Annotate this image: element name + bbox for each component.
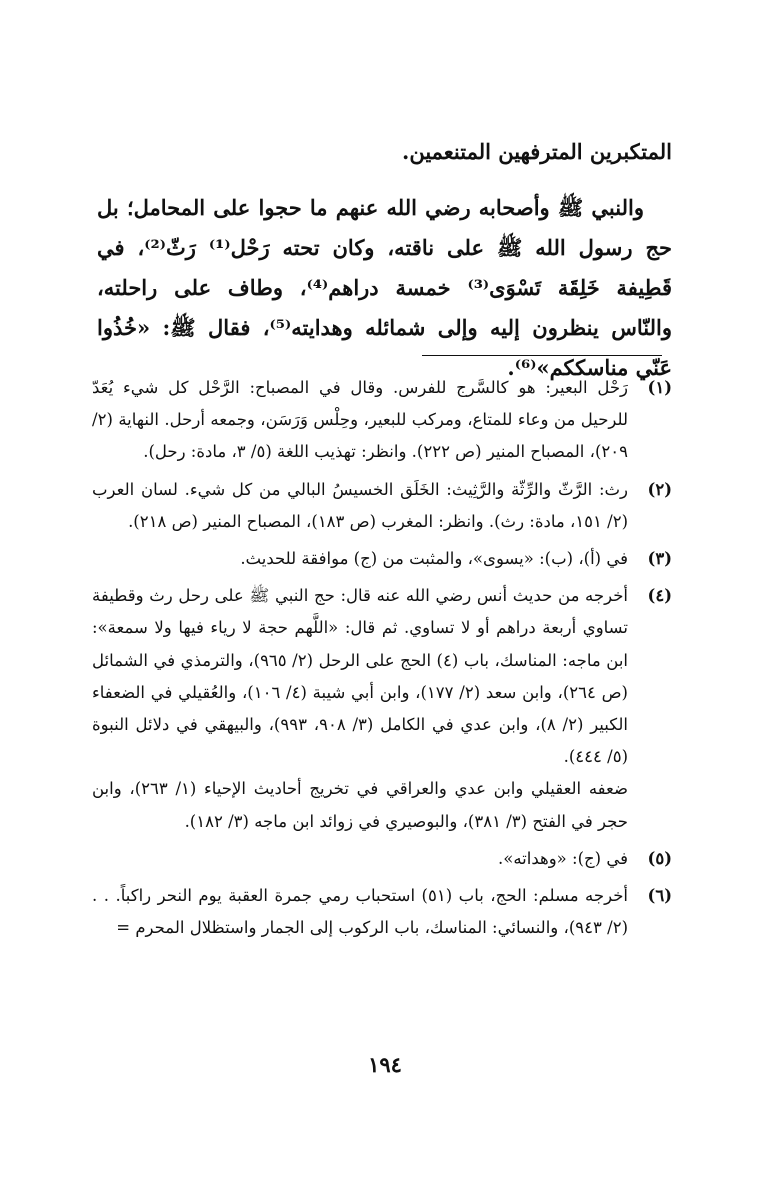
footnote-number: (٥)	[647, 848, 672, 868]
footnote-number: (٦)	[647, 886, 672, 906]
footnote-text: في (أ)، (ب): «يسوى»، والمثبت من (ج) موافقة للحديث.	[240, 549, 628, 569]
main-paragraph-2: والنبي ﷺ وأصحابه رضي الله عنهم ما حجوا على المحامل؛ بل حج رسول الله ﷺ على ناقته، وكان تحته رَحْل⁽¹⁾ رَثّ⁽²⁾، في قَطِيفة خَلِقَة تَسْوَى⁽³⁾ خمسة دراهم⁽⁴⁾، وطاف على راحلته، والنّاس ينظرون إليه وإلى شمائله وهدايته⁽⁵⁾، فقال ﷺ: «خُذُوا عَنّي مناسككم»⁽⁶⁾.	[97, 195, 672, 380]
footnote-1	[92, 372, 672, 469]
footnote-4	[92, 580, 672, 838]
footnote-text: أخرجه مسلم: الحج، باب (٥١) استحباب رمي جمرة العقبة يوم النحر راكباً. . . (٢/ ٩٤٣)، والنسائي: المناسك، باب الركوب إلى الجمار واستظلال المحرم =	[92, 886, 628, 938]
main-text	[97, 132, 672, 388]
footnote-text-continued: ضعفه العقيلي وابن عدي والعراقي في تخريج أحاديث الإحياء (١/ ٢٦٣)، وابن حجر في الفتح (٣/ ٣٨١)، والبوصيري في زوائد ابن ماجه (٣/ ١٨٢).	[92, 779, 628, 831]
footnote-number: (٣)	[647, 549, 672, 569]
footnote-5	[92, 843, 672, 875]
footnote-6	[92, 880, 672, 944]
footnote-number: (٢)	[647, 479, 672, 499]
footnote-number: (١)	[647, 378, 672, 397]
footnotes	[92, 372, 672, 949]
footnote-text: أخرجه من حديث أنس رضي الله عنه قال: حج النبي ﷺ على رحل رث وقطيفة تساوي أربعة دراهم أو لا تساوي. ثم قال: «اللَّهم حجة لا رياء فيها ولا سمعة»: ابن ماجه: المناسك، باب (٤) الحج على الرحل (٢/ ٩٦٥)، والترمذي في الشمائل (ص ٢٦٤)، وابن سعد (٢/ ١٧٧)، وابن أبي شيبة (٤/ ١٠٦)، والعُقيلي في الضعفاء الكبير (٢/ ٨)، وابن عدي في الكامل (٣/ ٩٠٨، ٩٩٣)، والبيهقي في دلائل النبوة (٥/ ٤٤٤).	[92, 586, 628, 767]
footnote-text: رث: الرَّثّ والرِّثّة والرَّثِيث: الخَلَق الخسيسُ البالي من كل شيء. لسان العرب (٢/ ١٥١، مادة: رث). وانظر: المغرب (ص ١٨٣)، المصباح المنير (ص ٢١٨).	[92, 479, 628, 531]
footnote-text: رَحْل البعير: هو كالسَّرج للفرس. وقال في المصباح: الرَّحْل كل شيء يُعَدّ للرحيل من وعاء للمتاع، ومركب للبعير، وحِلْس وَرَسَن، وجمعه أرحل. النهاية (٢/ ٢٠٩)، المصباح المنير (ص ٢٢٢). وانظر: تهذيب اللغة (٥/ ٣، مادة: رحل).	[92, 378, 628, 462]
main-line-1: المتكبرين المترفهين المتنعمين.	[402, 139, 672, 164]
footnote-2	[92, 474, 672, 538]
footnote-number: (٤)	[647, 586, 672, 606]
footnote-3	[92, 543, 672, 575]
page-number: ١٩٤	[368, 1052, 402, 1077]
footnote-text: في (ج): «وهداته».	[497, 848, 628, 868]
footnote-separator	[422, 355, 662, 356]
